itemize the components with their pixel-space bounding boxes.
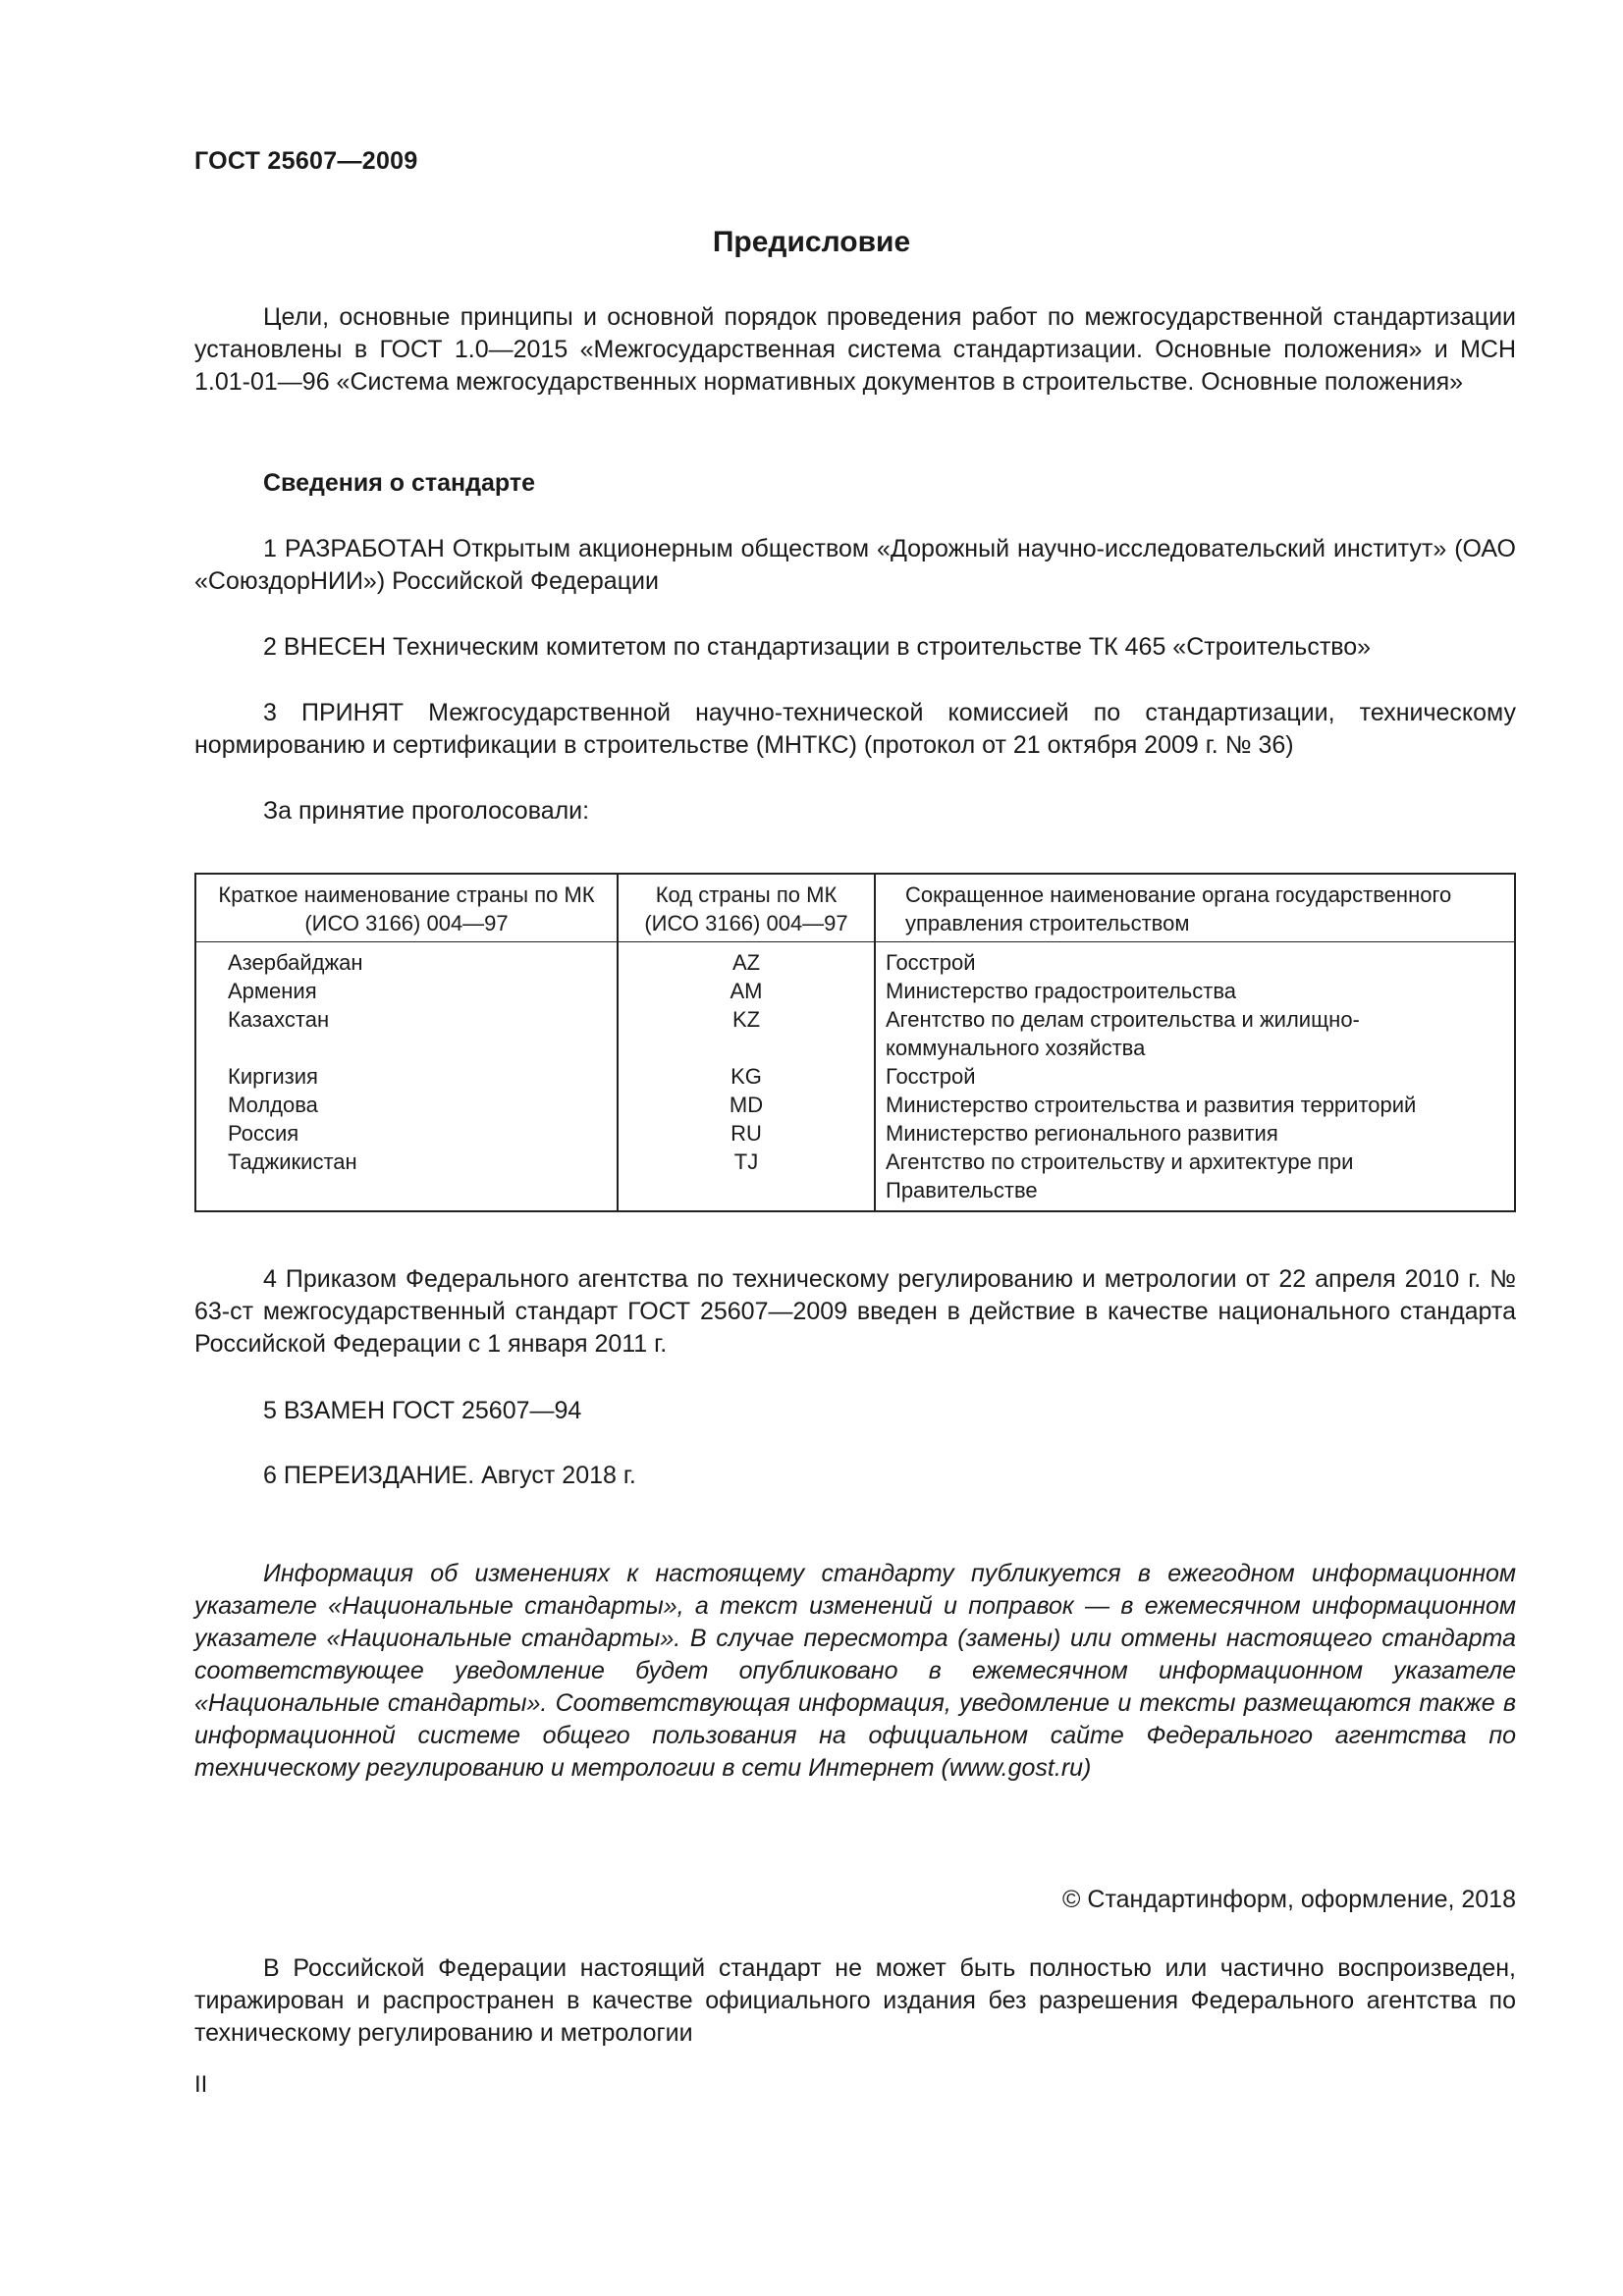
rights-notice: В Российской Федерации настоящий стандарт не может быть полностью или частично воспроизведен, тиражирован и распространен в качестве официального издания без разрешения Федерального агентства по техническому регулированию и метрологии <box>194 1954 1516 2047</box>
table-row <box>195 1119 1515 1148</box>
copyright-line: © Стандартинформ, оформление, 2018 <box>1062 1886 1516 1913</box>
item-2-submitted: 2 ВНЕСЕН Техническим комитетом по стандартизации в строительстве ТК 465 «Строительство» <box>263 633 1372 661</box>
cell-authority: Министерство градостроительства <box>875 977 1515 1005</box>
page-title: Предисловие <box>712 226 911 258</box>
cell-code: MD <box>618 1091 875 1119</box>
document-code: ГОСТ 25607—2009 <box>194 147 418 175</box>
section-heading: Сведения о стандарте <box>263 469 536 497</box>
item-4-enactment: 4 Приказом Федерального агентства по техническому регулированию и метрологии от 22 апреля 2010 г. № 63-ст межгосударственный стандарт ГОСТ 25607—2009 введен в действие в качестве национального стандарта Российской Федерации с 1 января 2011 г. <box>194 1265 1516 1358</box>
cell-authority: Агентство по делам строительства и жилищно-коммунального хозяйства <box>875 1005 1515 1062</box>
cell-country: Молдова <box>195 1091 618 1119</box>
header-code: Код страны по МК (ИСО 3166) 004—97 <box>618 874 875 942</box>
cell-authority: Министерство строительства и развития территорий <box>875 1091 1515 1119</box>
header-country: Краткое наименование страны по МК (ИСО 3166) 004—97 <box>195 874 618 942</box>
item-1-developed: 1 РАЗРАБОТАН Открытым акционерным обществом «Дорожный научно-исследовательский институт» (ОАО «СоюздорНИИ») Российской Федерации <box>194 535 1516 595</box>
item-6-reissue: 6 ПЕРЕИЗДАНИЕ. Август 2018 г. <box>263 1462 636 1489</box>
cell-authority: Госстрой <box>875 942 1515 978</box>
cell-code: AM <box>618 977 875 1005</box>
cell-country: Армения <box>195 977 618 1005</box>
cell-country: Таджикистан <box>195 1148 618 1211</box>
cell-authority: Министерство регионального развития <box>875 1119 1515 1148</box>
item-3-adopted: 3 ПРИНЯТ Межгосударственной научно-технической комиссией по стандартизации, техническому нормированию и сертификации в строительстве (МНТКС) (протокол от 21 октября 2009 г. № 36) <box>194 699 1516 759</box>
cell-country: Киргизия <box>195 1062 618 1091</box>
intro-paragraph: Цели, основные принципы и основной порядок проведения работ по межгосударственной стандартизации установлены в ГОСТ 1.0—2015 «Межгосударственная система стандартизации. Основные положения» и МСН 1.01-01—96 «Система межгосударственных нормативных документов в строительстве. Основные положения» <box>194 303 1516 396</box>
table-row <box>195 1148 1515 1211</box>
cell-code: TJ <box>618 1148 875 1211</box>
table-header-row <box>195 874 1515 942</box>
cell-country: Азербайджан <box>195 942 618 978</box>
cell-country: Россия <box>195 1119 618 1148</box>
table-row <box>195 977 1515 1005</box>
cell-code: KZ <box>618 1005 875 1062</box>
cell-authority: Агентство по строительству и архитектуре при Правительстве <box>875 1148 1515 1211</box>
cell-code: AZ <box>618 942 875 978</box>
header-authority: Сокращенное наименование органа государственного управления строительством <box>875 874 1515 942</box>
page-number: II <box>194 2071 208 2098</box>
table-row <box>195 942 1515 978</box>
cell-code: RU <box>618 1119 875 1148</box>
table-row <box>195 1005 1515 1062</box>
item-5-replaces: 5 ВЗАМЕН ГОСТ 25607—94 <box>263 1397 582 1424</box>
changes-notice: Информация об изменениях к настоящему стандарту публикуется в ежегодном информационном указателе «Национальные стандарты», а текст изменений и поправок — в ежемесячном информационном указателе «Национальные стандарты». В случае пересмотра (замены) или отмены настоящего стандарта соответствующее уведомление будет опубликовано в ежемесячном информационном указателе «Национальные стандарты». Соответствующая информация, уведомление и тексты размещаются также в информационной системе общего пользования на официальном сайте Федерального агентства по техническому регулированию и метрологии в сети Интернет (www.gost.ru) <box>194 1560 1516 1782</box>
table-row <box>195 1062 1515 1091</box>
cell-authority: Госстрой <box>875 1062 1515 1091</box>
vote-table <box>194 873 1516 1212</box>
cell-code: KG <box>618 1062 875 1091</box>
cell-country: Казахстан <box>195 1005 618 1062</box>
vote-label: За принятие проголосовали: <box>263 797 590 825</box>
table-row <box>195 1091 1515 1119</box>
